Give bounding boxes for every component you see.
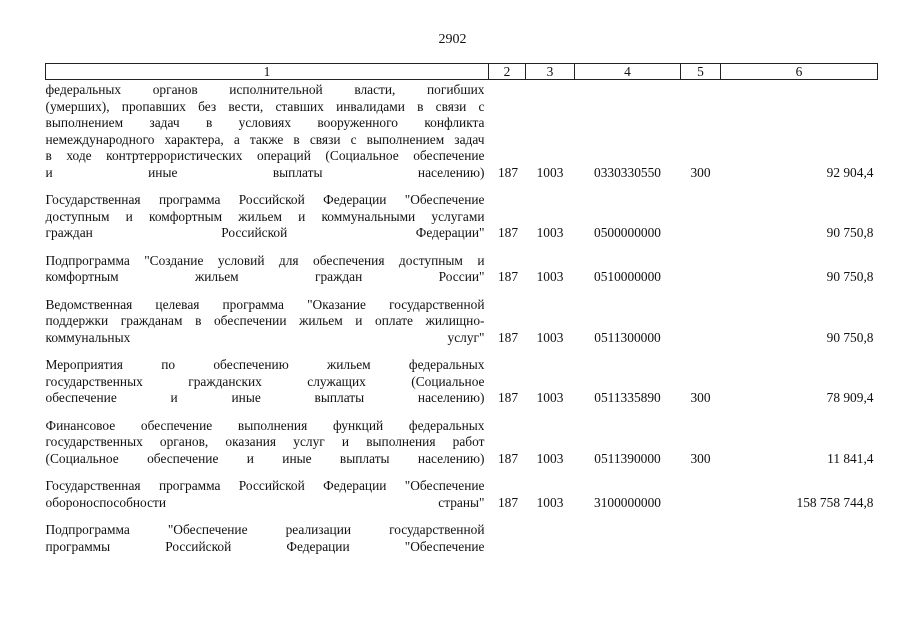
description-line: доступным и комфортным жильем и коммунальными услугами	[45, 208, 485, 224]
description-line: граждан Российской Федерации"	[45, 225, 485, 240]
description-line: поддержки гражданам в обеспечении жильем и оплате жилищно-	[45, 313, 485, 328]
expense-type-code: 300	[690, 164, 711, 180]
budget-table	[45, 63, 878, 555]
expense-type-code	[681, 286, 721, 347]
description-line: и иные выплаты населению)	[45, 164, 485, 180]
table-row	[46, 242, 878, 286]
expense-type-code	[681, 242, 721, 286]
table-row	[46, 511, 878, 555]
description-line: в ходе контртеррористических операций (Социальное обеспечение	[45, 148, 485, 163]
row-description	[46, 80, 489, 182]
expense-type-code: 300	[690, 450, 711, 466]
amount: 11 841,4	[827, 450, 874, 466]
ministry-code: 187	[497, 494, 519, 510]
column-header-4: 4	[575, 64, 681, 80]
expense-type-code	[681, 467, 721, 511]
ministry-code: 187	[497, 450, 519, 466]
description-line: Мероприятия по обеспечению жильем федеральных	[45, 357, 485, 372]
description-line: государственных гражданских служащих (Социальное	[45, 373, 485, 389]
row-description	[46, 242, 489, 286]
description-line: немеждународного характера, а также в связи с выполнением задач	[45, 131, 485, 147]
amount: 90 750,8	[826, 225, 874, 240]
table-row	[46, 346, 878, 407]
section-code: 1003	[536, 390, 564, 405]
ministry-code: 187	[497, 329, 519, 345]
ministry-code	[489, 511, 526, 555]
description-line: Государственная программа Российской Федерации "Обеспечение	[45, 478, 485, 493]
section-code: 1003	[536, 164, 564, 180]
target-article-code	[575, 511, 681, 555]
amount: 78 909,4	[826, 390, 874, 405]
row-description	[46, 511, 489, 555]
target-article-code: 3100000000	[594, 494, 661, 510]
column-header-2: 2	[489, 64, 526, 80]
description-line: обеспечение и иные выплаты населению)	[45, 390, 485, 405]
row-description	[46, 407, 489, 468]
row-description	[46, 467, 489, 511]
section-code: 1003	[536, 494, 564, 510]
description-line: Финансовое обеспечение выполнения функций федеральных	[45, 417, 485, 433]
row-description	[46, 346, 489, 407]
description-line: государственных органов, оказания услуг и выполнения работ	[45, 434, 485, 449]
row-description	[46, 286, 489, 347]
target-article-code: 0510000000	[594, 269, 661, 284]
amount	[721, 511, 878, 555]
amount: 158 758 744,8	[796, 494, 874, 510]
table-row	[46, 181, 878, 242]
table-row	[46, 407, 878, 468]
ministry-code: 187	[497, 164, 519, 180]
ministry-code: 187	[497, 269, 519, 284]
column-header-5: 5	[681, 64, 721, 80]
column-header-3: 3	[526, 64, 575, 80]
description-line: федеральных органов исполнительной власти, погибших	[45, 82, 485, 97]
description-line: Государственная программа Российской Федерации "Обеспечение	[45, 192, 485, 207]
expense-type-code	[681, 511, 721, 555]
description-line: (Социальное обеспечение и иные выплаты населению)	[45, 450, 485, 466]
ministry-code: 187	[497, 225, 519, 240]
description-line: обороноспособности страны"	[45, 494, 485, 510]
target-article-code: 0330330550	[594, 164, 661, 180]
row-description	[46, 181, 489, 242]
description-line: Ведомственная целевая программа "Оказание государственной	[45, 296, 485, 312]
table-row	[46, 467, 878, 511]
description-line: выполнением задач в условиях вооруженного конфликта	[45, 115, 485, 130]
table-row	[46, 80, 878, 182]
amount: 90 750,8	[826, 269, 874, 284]
column-header-6: 6	[721, 64, 878, 80]
expense-type-code: 300	[690, 390, 711, 405]
page-number: 2902	[438, 32, 467, 47]
section-code: 1003	[536, 329, 564, 345]
target-article-code: 0511300000	[594, 329, 661, 345]
amount: 90 750,8	[826, 329, 874, 345]
section-code	[526, 511, 575, 555]
target-article-code: 0500000000	[594, 225, 661, 240]
section-code: 1003	[536, 450, 564, 466]
ministry-code: 187	[497, 390, 519, 405]
target-article-code: 0511335890	[594, 390, 661, 405]
expense-type-code	[681, 181, 721, 242]
description-line: программы Российской Федерации "Обеспечение	[45, 538, 485, 554]
section-code: 1003	[536, 225, 564, 240]
description-line: комфортным жильем граждан России"	[45, 269, 485, 284]
section-code: 1003	[536, 269, 564, 284]
column-header-1: 1	[46, 64, 489, 80]
description-line: (умерших), пропавших без вести, ставших инвалидами в связи с	[45, 98, 485, 114]
table-row	[46, 286, 878, 347]
amount: 92 904,4	[826, 164, 874, 180]
description-line: коммунальных услуг"	[45, 329, 485, 345]
description-line: Подпрограмма "Создание условий для обеспечения доступным и	[45, 252, 485, 268]
header-row	[46, 64, 878, 80]
target-article-code: 0511390000	[594, 450, 661, 466]
description-line: Подпрограмма "Обеспечение реализации государственной	[45, 522, 485, 537]
